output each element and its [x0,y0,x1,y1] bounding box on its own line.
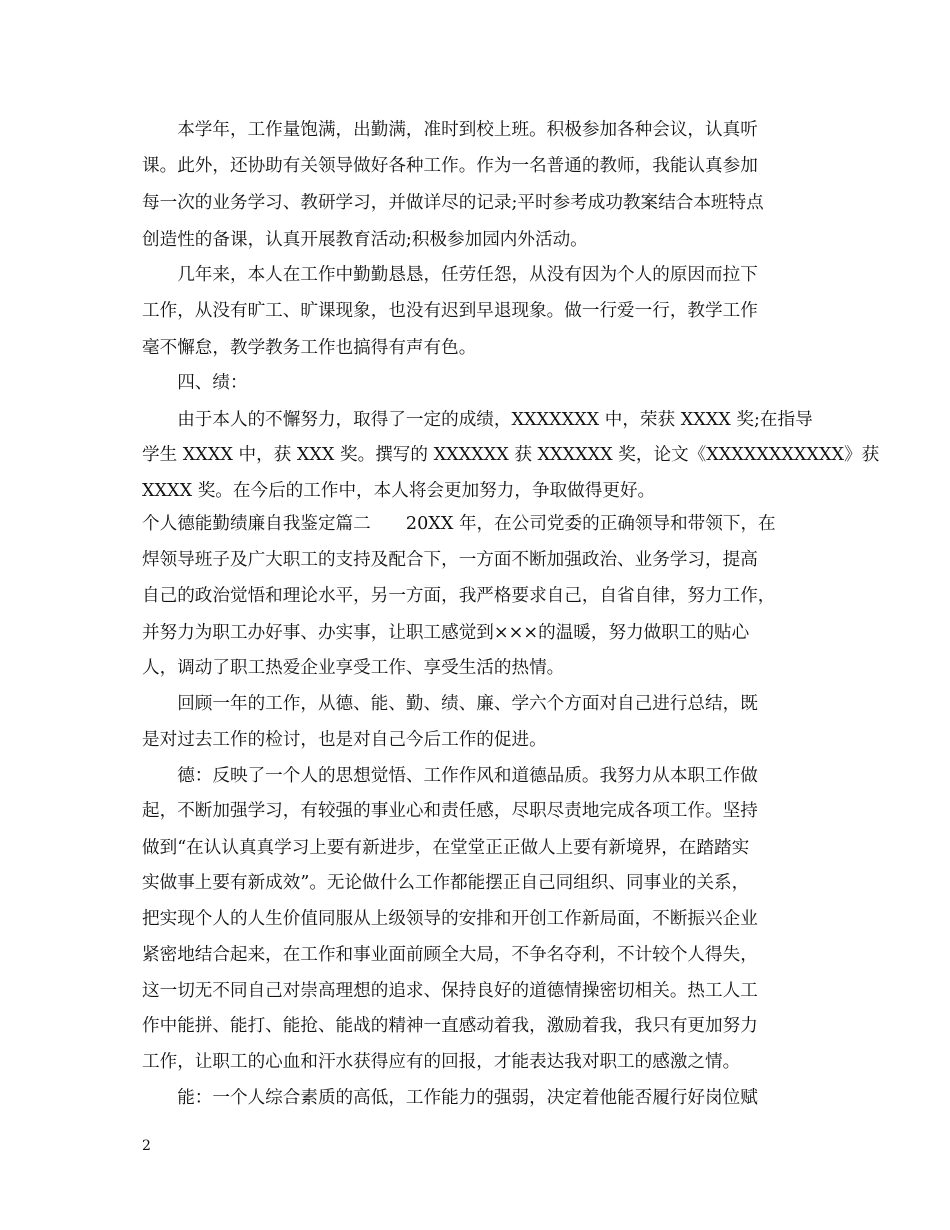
page-number: 2 [142,1138,151,1154]
text-line: 几年来，本人在工作中勤勤恳恳，任劳任怨，从没有因为个人的原因而拉下 [142,265,758,285]
text-line: 做到“在认认真真学习上要有新进步，在堂堂正正做人上要有新境界，在踏踏实 [142,838,750,858]
text-line: 作中能拼、能打、能抢、能战的精神一直感动着我，激励着我，我只有更加努力 [142,1016,758,1036]
text-line: 由于本人的不懈努力，取得了一定的成绩，XXXXXXX 中，荣获 XXXX 奖;在指导 [142,410,813,430]
text-line: 创造性的备课，认真开展教育活动;积极参加园内外活动。 [142,230,588,250]
text-line: 是对过去工作的检讨，也是对自己今后工作的促进。 [142,730,547,750]
text-line: 能：一个人综合素质的高低，工作能力的强弱，决定着他能否履行好岗位赋 [142,1088,758,1108]
text-line: 这一切无不同自己对崇高理想的追求、保持良好的道德情操密切相关。热工人工 [142,981,758,1001]
article-title-line: 个人德能勤绩廉自我鉴定篇二 20XX 年，在公司党委的正确领导和带领下，在 [142,514,776,534]
text-line: 人，调动了职工热爱企业享受工作、享受生活的热情。 [142,658,565,678]
text-line: 并努力为职工办好事、办实事，让职工感觉到×××的温暖，努力做职工的贴心 [142,623,750,643]
text-line: 把实现个人的人生价值同服从上级领导的安排和开创工作新局面，不断振兴企业 [142,909,758,929]
text-line: 回顾一年的工作，从德、能、勤、绩、廉、学六个方面对自己进行总结，既 [142,694,758,714]
text-line: 实做事上要有新成效”。无论做什么工作都能摆正自己同组织、同事业的关系， [142,873,750,893]
text-line: 自己的政治觉悟和理论水平，另一方面，我严格要求自己，自省自律，努力工作， [142,586,776,606]
text-line: 工作，从没有旷工、旷课现象，也没有迟到早退现象。做一行爱一行，教学工作 [142,301,758,321]
section-heading: 四、绩： [142,373,248,393]
text-line: 毫不懈怠，教学教务工作也搞得有声有色。 [142,338,477,358]
text-line: 起，不断加强学习，有较强的事业心和责任感，尽职尽责地完成各项工作。坚持 [142,801,758,821]
text-line: 德：反映了一个人的思想觉悟、工作作风和道德品质。我努力从本职工作做 [142,766,758,786]
text-line: 本学年，工作量饱满，出勤满，准时到校上班。积极参加各种会议，认真听 [142,120,758,140]
text-line: 紧密地结合起来，在工作和事业面前顾全大局，不争名夺利，不计较个人得失， [142,945,758,965]
text-line: 焊领导班子及广大职工的支持及配合下，一方面不断加强政治、业务学习，提高 [142,550,758,570]
text-line: 课。此外，还协助有关领导做好各种工作。作为一名普通的教师，我能认真参加 [142,156,758,176]
text-line: 每一次的业务学习、教研学习，并做详尽的记录;平时参考成功教案结合本班特点 [142,193,764,213]
text-line: XXXX 奖。在今后的工作中，本人将会更加努力，争取做得更好。 [142,481,656,501]
text-line: 学生 XXXX 中，获 XXX 奖。撰写的 XXXXXX 获 XXXXXX 奖，论文《XXXXXXXXXXX》获 [142,445,880,465]
text-line: 工作，让职工的心血和汗水获得应有的回报，才能表达我对职工的感激之情。 [142,1052,741,1072]
